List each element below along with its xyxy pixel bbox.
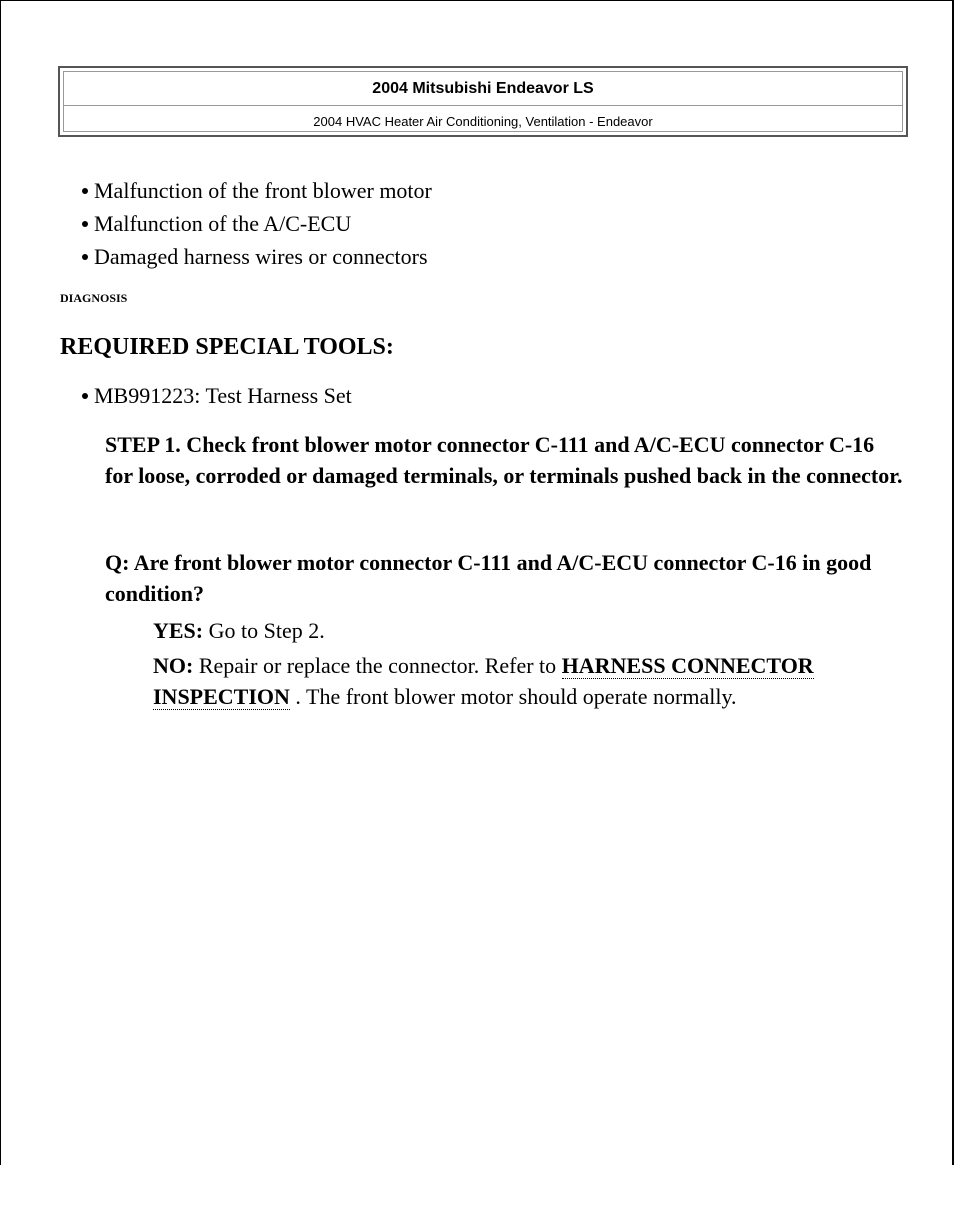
- bullet-icon: [82, 254, 88, 260]
- no-text-after: . The front blower motor should operate normally.: [295, 684, 737, 709]
- header-title: 2004 Mitsubishi Endeavor LS: [372, 80, 594, 97]
- tools-heading: REQUIRED SPECIAL TOOLS:: [60, 334, 394, 360]
- bullet-icon: [82, 188, 88, 194]
- header-inner: [63, 71, 903, 132]
- yes-answer: [153, 615, 913, 646]
- cause-text: Damaged harness wires or connectors: [94, 244, 428, 269]
- tool-text: MB991223: Test Harness Set: [94, 383, 352, 408]
- document-header: [58, 66, 908, 137]
- no-answer: [153, 650, 913, 712]
- yes-text: Go to Step 2.: [208, 618, 325, 643]
- cause-text: Malfunction of the front blower motor: [94, 178, 432, 203]
- question-heading: Q: Are front blower motor connector C-111 and A/C-ECU connector C-16 in good condition?: [105, 550, 872, 606]
- bullet-icon: [82, 221, 88, 227]
- harness-connector-inspection-link[interactable]: HARNESS CONNECTOR INSPECTION: [153, 653, 814, 709]
- causes-list: [82, 174, 432, 273]
- list-item: [82, 174, 432, 207]
- list-item: [82, 207, 432, 240]
- header-divider: [64, 105, 902, 106]
- header-subtitle: 2004 HVAC Heater Air Conditioning, Ventilation - Endeavor: [313, 114, 653, 129]
- list-item: [82, 240, 432, 273]
- answers: [153, 615, 913, 716]
- no-label: NO:: [153, 653, 194, 678]
- cause-text: Malfunction of the A/C-ECU: [94, 211, 352, 236]
- no-text-before: Repair or replace the connector. Refer to: [198, 653, 557, 678]
- tools-list: [82, 381, 352, 411]
- yes-label: YES:: [153, 618, 204, 643]
- diagnosis-heading: DIAGNOSIS: [60, 291, 128, 305]
- bullet-icon: [82, 393, 88, 399]
- list-item: [82, 381, 352, 411]
- step-1-heading: STEP 1. Check front blower motor connector C-111 and A/C-ECU connector C-16 for loose, corroded or damaged terminals, or terminals pushed back in the connector.: [105, 432, 903, 488]
